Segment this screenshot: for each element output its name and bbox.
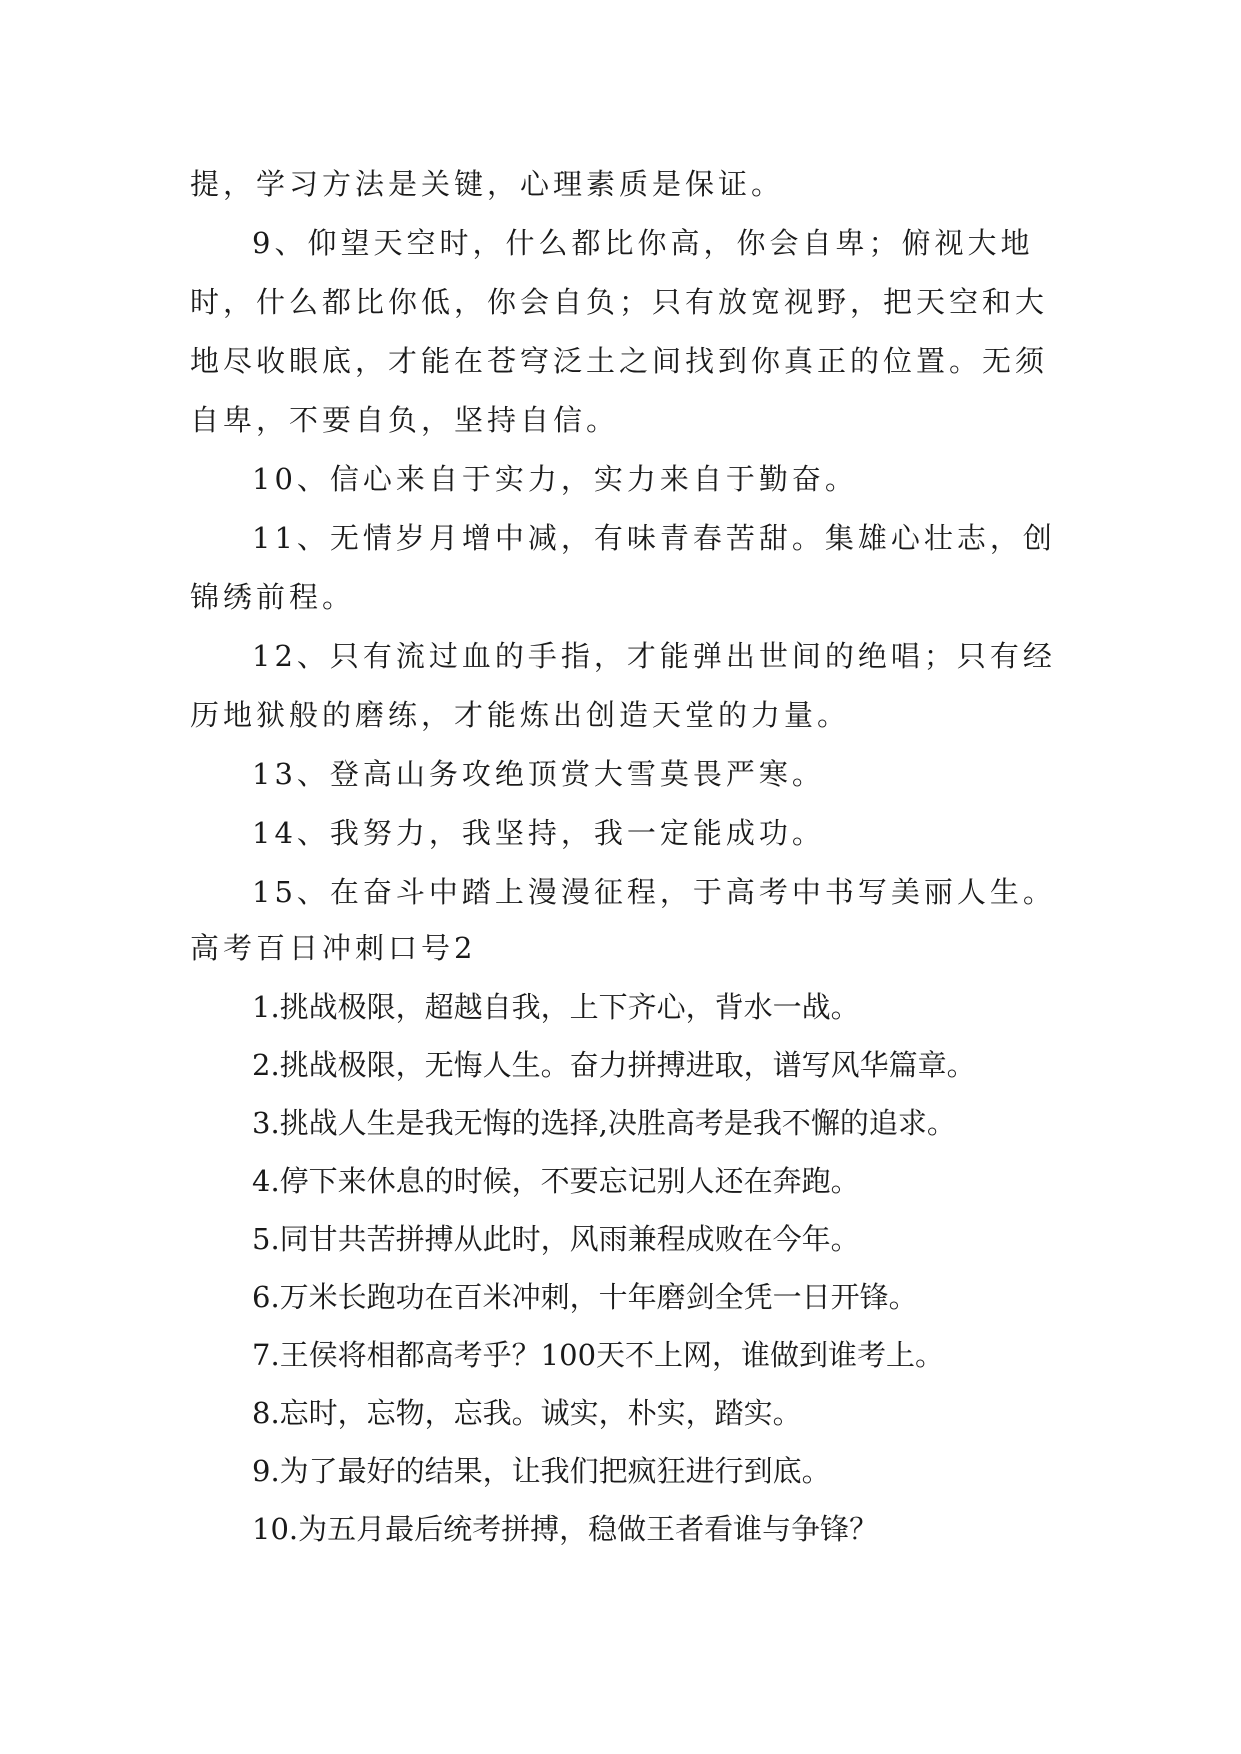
list-item: 7.王侯将相都高考乎？100天不上网，谁做到谁考上。 xyxy=(252,1338,945,1372)
text-line: 9、仰望天空时，什么都比你高，你会自卑；俯视大地 xyxy=(252,226,1034,260)
text-line: 自卑，不要自负，坚持自信。 xyxy=(190,403,620,437)
list-item: 5.同甘共苦拼搏从此时，风雨兼程成败在今年。 xyxy=(252,1222,860,1256)
list-item: 3.挑战人生是我无悔的选择,决胜高考是我不懈的追求。 xyxy=(252,1106,956,1140)
text-line: 历地狱般的磨练，才能炼出创造天堂的力量。 xyxy=(190,698,851,732)
list-item: 4.停下来休息的时候，不要忘记别人还在奔跑。 xyxy=(252,1164,860,1198)
text-line: 12、只有流过血的手指，才能弹出世间的绝唱；只有经 xyxy=(252,639,1056,673)
list-item: 2.挑战极限，无悔人生。奋力拼搏进取，谱写风华篇章。 xyxy=(252,1048,976,1082)
text-line: 锦绣前程。 xyxy=(190,580,356,614)
text-line: 时，什么都比你低，你会自负；只有放宽视野，把天空和大 xyxy=(190,285,1049,319)
text-line: 15、在奋斗中踏上漫漫征程，于高考中书写美丽人生。 xyxy=(252,875,1056,909)
text-line: 10、信心来自于实力，实力来自于勤奋。 xyxy=(252,462,858,496)
list-item: 1.挑战极限，超越自我，上下齐心，背水一战。 xyxy=(252,990,860,1024)
list-item: 10.为五月最后统考拼搏，稳做王者看谁与争锋？ xyxy=(252,1512,879,1546)
text-line: 13、登高山务攻绝顶赏大雪莫畏严寒。 xyxy=(252,757,825,791)
text-line: 提，学习方法是关键，心理素质是保证。 xyxy=(190,167,785,201)
list-item: 8.忘时，忘物，忘我。诚实，朴实，踏实。 xyxy=(252,1396,802,1430)
text-line: 地尽收眼底，才能在苍穹泛土之间找到你真正的位置。无须 xyxy=(190,344,1049,378)
list-item: 9.为了最好的结果，让我们把疯狂进行到底。 xyxy=(252,1454,831,1488)
text-line: 14、我努力，我坚持，我一定能成功。 xyxy=(252,816,825,850)
text-line: 11、无情岁月增中减，有味青春苦甜。集雄心壮志，创 xyxy=(252,521,1056,555)
section-heading: 高考百日冲刺口号2 xyxy=(190,931,477,965)
list-item: 6.万米长跑功在百米冲刺，十年磨剑全凭一日开锋。 xyxy=(252,1280,918,1314)
